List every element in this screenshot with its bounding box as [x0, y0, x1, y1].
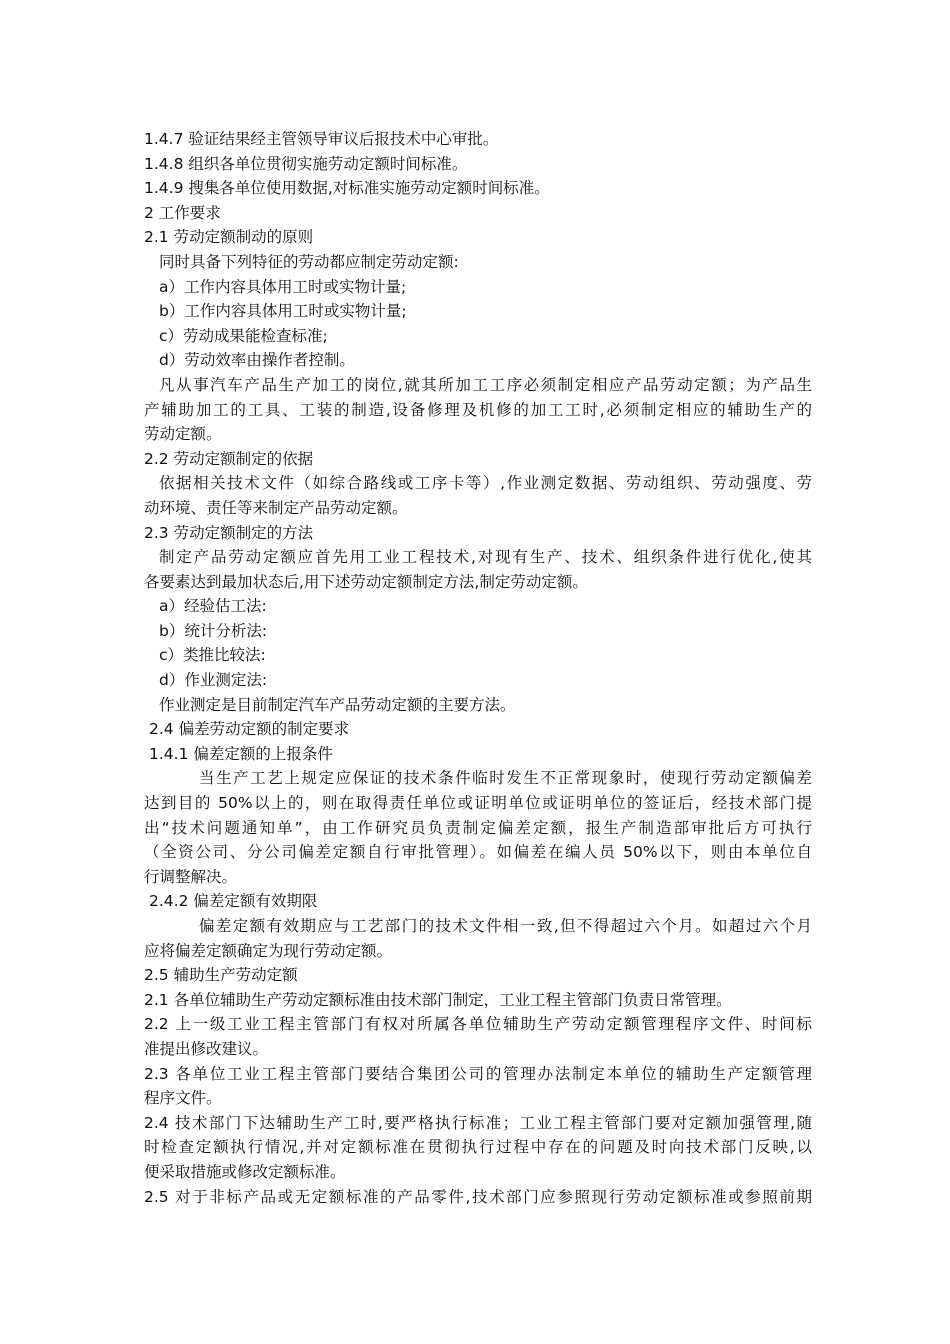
list-item: d）作业测定法: [159, 671, 268, 690]
subsection-heading-2-2: 2.2 劳动定额制定的依据 [144, 449, 314, 468]
paragraph-line: 2.1 各单位辅助生产劳动定额标准由技术部门制定，工业工程主管部门负责日常管理。 [144, 990, 732, 1009]
list-item: a）工作内容具体用工时或实物计量; [159, 277, 407, 296]
paragraph-line: 劳动定额。 [144, 425, 222, 444]
paragraph-line: 偏差定额有效期应与工艺部门的技术文件相一致,但不得超过六个月。如超过六个月 [199, 917, 812, 935]
paragraph-line: 便采取措施或修改定额标准。 [144, 1162, 346, 1181]
paragraph-line: 制定产品劳动定额应首先用工业工程技术,对现有生产、技术、组织条件进行优化,使其 [159, 548, 812, 567]
paragraph-line: 同时具备下列特征的劳动都应制定劳动定额: [159, 252, 459, 271]
subsection-heading-1-4-1: 1.4.1 偏差定额的上报条件 [149, 744, 333, 763]
paragraph-line: 应将偏差定额确定为现行劳动定额。 [144, 941, 393, 960]
paragraph-line: 动环境、责任等来制定产品劳动定额。 [144, 498, 408, 517]
paragraph-line: 作业测定是目前制定汽车产品劳动定额的主要方法。 [159, 695, 516, 714]
paragraph-line: 达到目的 50%以上的，则在取得责任单位或证明单位或证明单位的签证后，经技术部门提 [144, 794, 812, 813]
paragraph-line: 行调整解决。 [144, 867, 238, 886]
list-item: a）经验估工法: [159, 597, 267, 616]
subsection-heading-2-4: 2.4 偏差劳动定额的制定要求 [149, 720, 350, 739]
doc-line-1-4-9: 1.4.9 搜集各单位使用数据,对标准实施劳动定额时间标准。 [144, 179, 550, 198]
paragraph-line: 凡从事汽车产品生产加工的岗位,就其所加工工序必须制定相应产品劳动定额；为产品生 [159, 375, 812, 394]
doc-line-1-4-7: 1.4.7 验证结果经主管领导审议后报技术中心审批。 [144, 130, 499, 148]
subsection-heading-2-4-2: 2.4.2 偏差定额有效期限 [149, 892, 318, 911]
paragraph-line: 2.4 技术部门下达辅助生产工时,要严格执行标准；工业工程主管部门要对定额加强管理,随 [144, 1113, 812, 1132]
list-item: b）工作内容具体用工时或实物计量; [159, 302, 407, 321]
subsection-heading-2-1: 2.1 劳动定额制动的原则 [144, 228, 314, 247]
paragraph-line: 时检查定额执行情况,并对定额标准在贯彻执行过程中存在的问题及时向技术部门反映,以 [144, 1138, 812, 1157]
paragraph-line: 各要素达到最加状态后,用下述劳动定额制定方法,制定劳动定额。 [144, 572, 588, 591]
paragraph-line: 准提出修改建议。 [144, 1039, 269, 1058]
paragraph-line: 程序文件。 [144, 1089, 222, 1108]
subsection-heading-2-5: 2.5 辅助生产劳动定额 [144, 966, 298, 985]
paragraph-line: 2.5 对于非标产品或无定额标准的产品零件,技术部门应参照现行劳动定额标准或参照前期 [144, 1187, 812, 1206]
section-heading-2: 2 工作要求 [144, 203, 221, 222]
paragraph-line: 依据相关技术文件（如综合路线或工序卡等）,作业测定数据、劳动组织、劳动强度、劳 [159, 474, 812, 493]
paragraph-line: 2.2 上一级工业工程主管部门有权对所属各单位辅助生产劳动定额管理程序文件、时间标 [144, 1015, 812, 1034]
paragraph-line: 当生产工艺上规定应保证的技术条件临时发生不正常现象时，使现行劳动定额偏差 [199, 769, 812, 788]
list-item: c）劳动成果能检查标准; [159, 326, 328, 345]
list-item: d）劳动效率由操作者控制。 [159, 351, 355, 370]
subsection-heading-2-3: 2.3 劳动定额制定的方法 [144, 523, 314, 542]
paragraph-line: （全资公司、分公司偏差定额自行审批管理）。如偏差在编人员 50%以下，则由本单位自 [144, 843, 812, 862]
list-item: c）类推比较法: [159, 646, 266, 665]
paragraph-line: 产辅助加工的工具、工装的制造,设备修理及机修的加工工时,必须制定相应的辅助生产的 [144, 400, 812, 419]
list-item: b）统计分析法: [159, 621, 268, 640]
doc-line-1-4-8: 1.4.8 组织各单位贯彻实施劳动定额时间标准。 [144, 154, 468, 173]
paragraph-line: 2.3 各单位工业工程主管部门要结合集团公司的管理办法制定本单位的辅助生产定额管理 [144, 1064, 812, 1083]
document-body [144, 127, 812, 1209]
paragraph-line: 出“技术问题通知单”，由工作研究员负责制定偏差定额，报生产制造部审批后方可执行 [144, 818, 812, 837]
